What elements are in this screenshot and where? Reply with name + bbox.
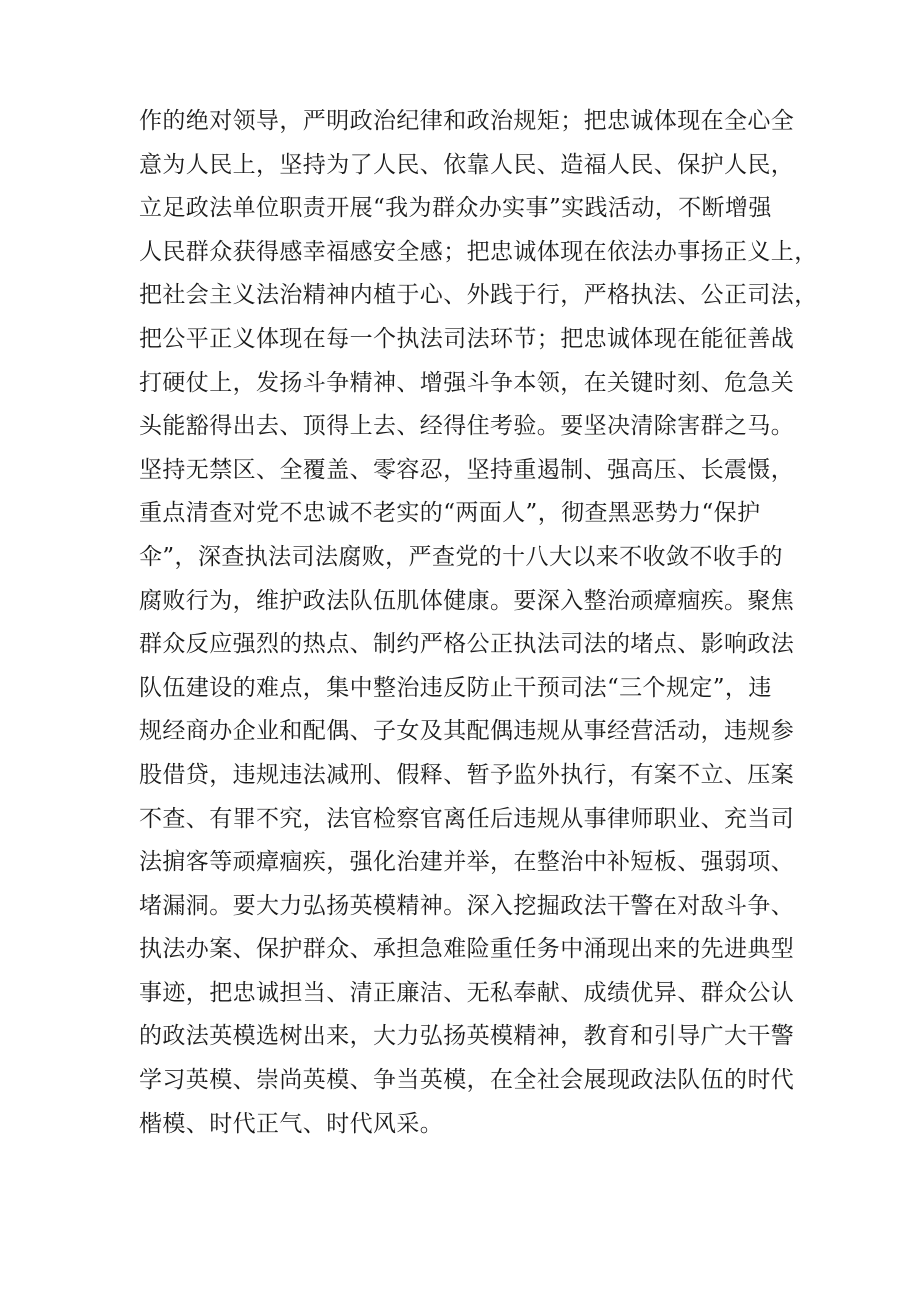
paragraph-line: 法掮客等顽瘴痼疾，强化治建并举，在整治中补短板、强弱项、: [139, 849, 795, 876]
paragraph-line: 重点清查对党不忠诚不老实的“两面人”，彻查黑恶势力“保护: [139, 500, 761, 527]
paragraph-line: 事迹，把忠诚担当、清正廉洁、无私奉献、成绩优异、群众公认: [139, 979, 795, 1006]
paragraph-line: 坚持无禁区、全覆盖、零容忍，坚持重遏制、强高压、长震慑，: [139, 456, 795, 483]
paragraph-line: 执法办案、保护群众、承担急难险重任务中涌现出来的先进典型: [139, 936, 795, 963]
paragraph-line: 意为人民上，坚持为了人民、依靠人民、造福人民、保护人民，: [139, 151, 795, 178]
paragraph-line: 腐败行为，维护政法队伍肌体健康。要深入整治顽瘴痼疾。聚焦: [139, 587, 795, 614]
paragraph-line: 规经商办企业和配偶、子女及其配偶违规从事经营活动，违规参: [139, 718, 795, 745]
paragraph-line: 群众反应强烈的热点、制约严格公正执法司法的堵点、影响政法: [139, 631, 795, 658]
paragraph-line: 学习英模、崇尚英模、争当英模，在全社会展现政法队伍的时代: [139, 1067, 795, 1094]
paragraph-line: 的政法英模选树出来，大力弘扬英模精神，教育和引导广大干警: [139, 1023, 795, 1050]
paragraph-line: 立足政法单位职责开展“我为群众办实事”实践活动，不断增强: [139, 195, 772, 222]
paragraph-line: 伞”，深查执法司法腐败，严查党的十八大以来不收敛不收手的: [139, 543, 783, 570]
paragraph-line: 作的绝对领导，严明政治纪律和政治规矩；把忠诚体现在全心全: [139, 108, 795, 134]
paragraph-line: 股借贷，违规违法减刑、假释、暂予监外执行，有案不立、压案: [139, 761, 795, 788]
paragraph-line: 人民群众获得感幸福感安全感；把忠诚体现在依法办事扬正义上，: [139, 238, 818, 265]
paragraph-line: 堵漏洞。要大力弘扬英模精神。深入挖掘政法干警在对敌斗争、: [139, 892, 795, 919]
paragraph-line: 把公平正义体现在每一个执法司法环节；把忠诚体现在能征善战: [139, 325, 795, 352]
paragraph-line: 队伍建设的难点，集中整治违反防止干预司法“三个规定”，违: [139, 674, 772, 701]
paragraph-line: 不查、有罪不究，法官检察官离任后违规从事律师职业、充当司: [139, 805, 795, 832]
body-paragraph: [139, 100, 818, 1146]
paragraph-line: 楷模、时代正气、时代风采。: [139, 1110, 444, 1137]
paragraph-line: 把社会主义法治精神内植于心、外践于行，严格执法、公正司法，: [139, 282, 818, 309]
paragraph-line: 头能豁得出去、顶得上去、经得住考验。要坚决清除害群之马。: [139, 413, 795, 440]
paragraph-line: 打硬仗上，发扬斗争精神、增强斗争本领，在关键时刻、危急关: [139, 369, 795, 396]
